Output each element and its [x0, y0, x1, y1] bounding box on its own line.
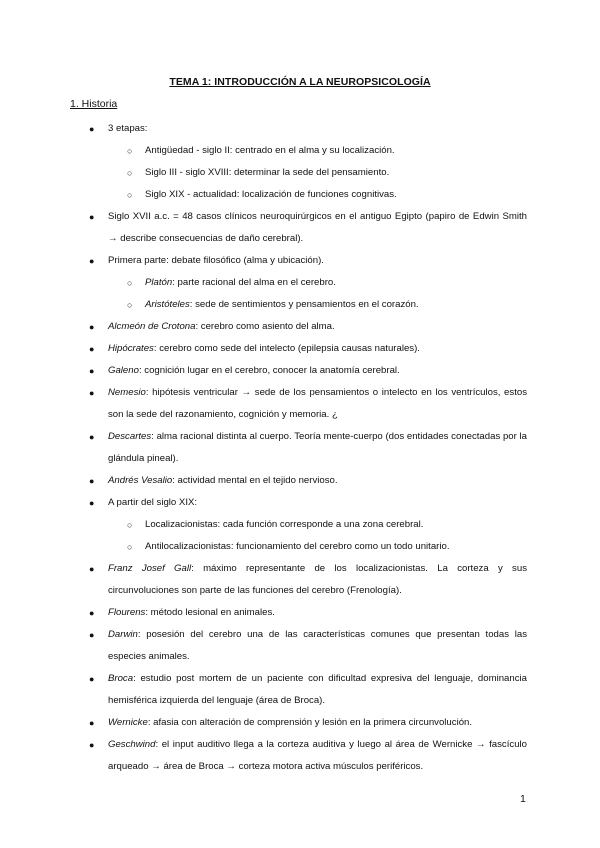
- list-item: ● Nemesio: hipótesis ventricular → sede de los pensamientos o intelecto en los ventrículos, estos son la sede del razonamiento, cognición y memoria. ¿: [0, 382, 600, 426]
- list-item: ● A partir del siglo XIX:: [0, 492, 600, 514]
- bullet-icon: ●: [89, 432, 95, 442]
- author-name: Alcmeón de Crotona: [108, 321, 196, 332]
- circle-bullet-icon: ○: [127, 300, 133, 310]
- sub-list-item: ○ Antigüedad - siglo II: centrado en el alma y su localización.: [0, 140, 600, 162]
- history-list: [0, 118, 600, 778]
- circle-bullet-icon: ○: [127, 520, 133, 530]
- list-item: ● Darwin: posesión del cerebro una de las características comunes que presentan todas las especies animales.: [0, 624, 600, 668]
- author-name: Wernicke: [108, 717, 148, 728]
- circle-bullet-icon: ○: [127, 146, 133, 156]
- author-name: Nemesio: [108, 387, 146, 398]
- bullet-icon: ●: [89, 344, 95, 354]
- bullet-icon: ●: [89, 498, 95, 508]
- bullet-icon: ●: [89, 476, 95, 486]
- author-name: Flourens: [108, 607, 146, 618]
- bullet-icon: ●: [89, 630, 95, 640]
- sub-list-item: ○ Siglo XIX - actualidad: localización de funciones cognitivas.: [0, 184, 600, 206]
- list-item: ● Geschwind: el input auditivo llega a la corteza auditiva y luego al área de Wernicke → fascículo arqueado → área de Broca → corteza motora activa músculos periféricos.: [0, 734, 600, 778]
- list-item: ● Hipócrates: cerebro como sede del intelecto (epilepsia causas naturales).: [0, 338, 600, 360]
- author-name: Aristóteles: [145, 299, 190, 310]
- page-number: 1: [520, 793, 526, 805]
- author-name: Geschwind: [108, 739, 156, 750]
- bullet-icon: ●: [89, 366, 95, 376]
- list-item: ● Alcmeón de Crotona: cerebro como asiento del alma.: [0, 316, 600, 338]
- bullet-icon: ●: [89, 256, 95, 266]
- list-item: ● Siglo XVII a.c. = 48 casos clínicos neuroquirúrgicos en el antiguo Egipto (papiro de Edwin Smith → describe consecuencias de daño cerebral).: [0, 206, 600, 250]
- list-item: ● Descartes: alma racional distinta al cuerpo. Teoría mente-cuerpo (dos entidades conectadas por la glándula pineal).: [0, 426, 600, 470]
- list-item: ● Galeno: cognición lugar en el cerebro, conocer la anatomía cerebral.: [0, 360, 600, 382]
- list-item: ● Wernicke: afasia con alteración de comprensión y lesión en la primera circunvolución.: [0, 712, 600, 734]
- author-name: Hipócrates: [108, 343, 154, 354]
- list-item: ● Andrés Vesalio: actividad mental en el tejido nervioso.: [0, 470, 600, 492]
- circle-bullet-icon: ○: [127, 190, 133, 200]
- circle-bullet-icon: ○: [127, 542, 133, 552]
- bullet-icon: ●: [89, 388, 95, 398]
- author-name: Platón: [145, 277, 173, 288]
- list-item: ● Primera parte: debate filosófico (alma y ubicación).: [0, 250, 600, 272]
- list-item: ● Flourens: método lesional en animales.: [0, 602, 600, 624]
- bullet-icon: ●: [89, 212, 95, 222]
- author-name: Descartes: [108, 431, 152, 442]
- sub-list-item: ○ Localizacionistas: cada función corresponde a una zona cerebral.: [0, 514, 600, 536]
- sub-list-item: ○ Siglo III - siglo XVIII: determinar la sede del pensamiento.: [0, 162, 600, 184]
- bullet-icon: ●: [89, 124, 95, 134]
- circle-bullet-icon: ○: [127, 278, 133, 288]
- list-item: ● Franz Josef Gall: máximo representante de los localizacionistas. La corteza y sus circunvoluciones son parte de las funciones del cerebro (Frenología).: [0, 558, 600, 602]
- sub-list-item: ○ Antilocalizacionistas: funcionamiento del cerebro como un todo unitario.: [0, 536, 600, 558]
- circle-bullet-icon: ○: [127, 168, 133, 178]
- author-name: Darwin: [108, 629, 138, 640]
- list-item: ● Broca: estudio post mortem de un paciente con dificultad expresiva del lenguaje, dominancia hemisférica izquierda del lenguaje (área de Broca).: [0, 668, 600, 712]
- sub-list-item: ○ Aristóteles: sede de sentimientos y pensamientos en el corazón.: [0, 294, 600, 316]
- bullet-icon: ●: [89, 608, 95, 618]
- page-title: TEMA 1: INTRODUCCIÓN A LA NEUROPSICOLOGÍA: [169, 76, 431, 88]
- author-name: Andrés Vesalio: [108, 475, 173, 486]
- list-item: ● 3 etapas:: [0, 118, 600, 140]
- bullet-icon: ●: [89, 322, 95, 332]
- author-name: Broca: [108, 673, 134, 684]
- bullet-icon: ●: [89, 674, 95, 684]
- bullet-icon: ●: [89, 718, 95, 728]
- bullet-icon: ●: [89, 564, 95, 574]
- section-heading: 1. Historia: [70, 98, 118, 110]
- sub-list-item: ○ Platón: parte racional del alma en el cerebro.: [0, 272, 600, 294]
- author-name: Galeno: [108, 365, 139, 376]
- author-name: Franz Josef Gall: [108, 563, 192, 574]
- bullet-icon: ●: [89, 740, 95, 750]
